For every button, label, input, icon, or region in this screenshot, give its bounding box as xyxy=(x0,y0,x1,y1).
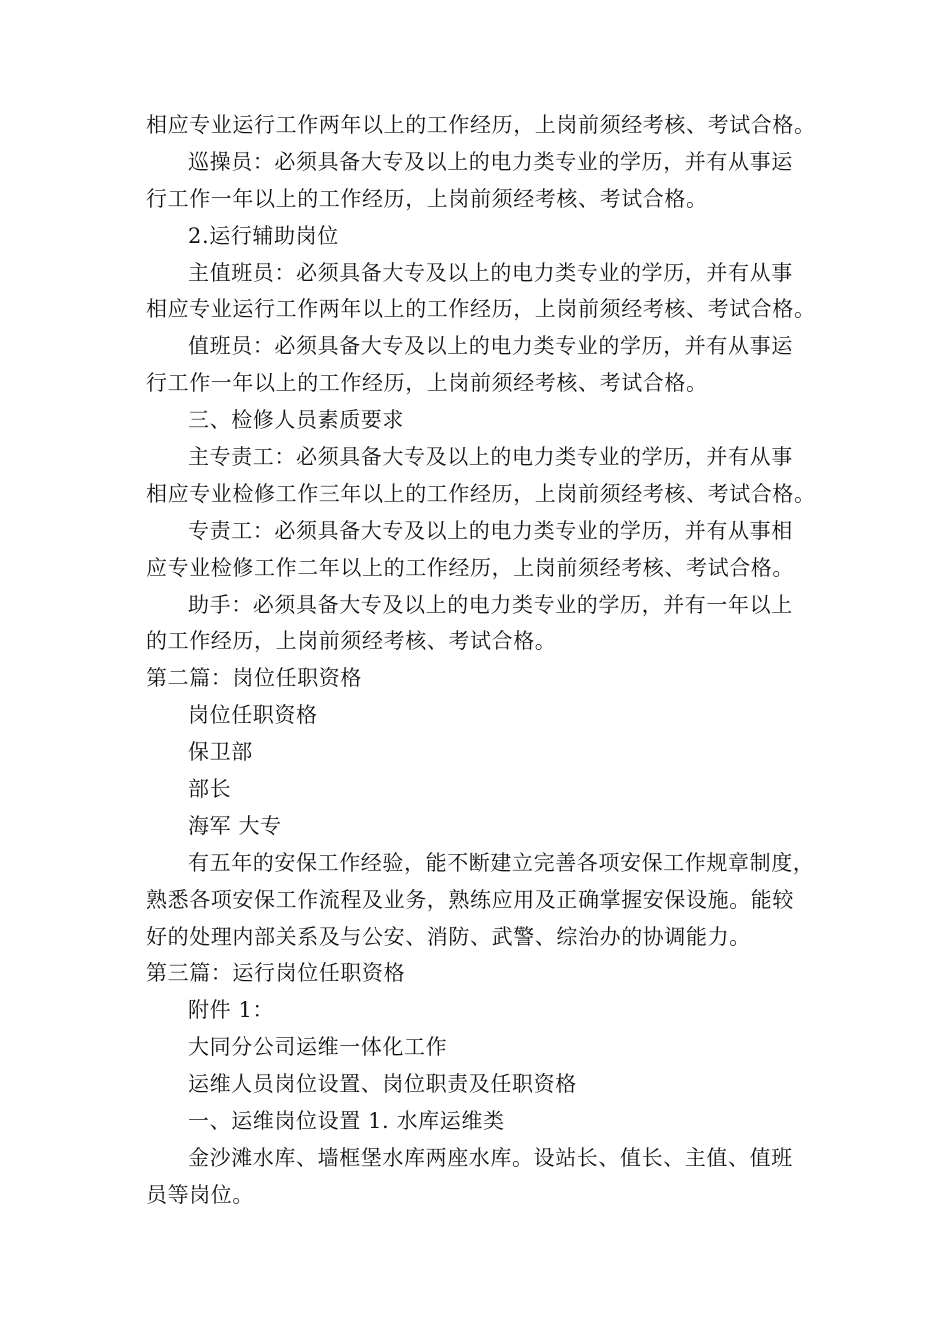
text-line: 熟悉各项安保工作流程及业务，熟练应用及正确掌握安保设施。能较 xyxy=(146,887,794,912)
text-line: 助手：必须具备大专及以上的电力类专业的学历，并有一年以上 xyxy=(188,592,793,617)
text-line: 行工作一年以上的工作经历，上岗前须经考核、考试合格。 xyxy=(146,371,708,396)
section-heading: 2.运行辅助岗位 xyxy=(188,223,339,248)
text-line: 应专业检修工作二年以上的工作经历，上岗前须经考核、考试合格。 xyxy=(146,555,794,580)
text-line: 行工作一年以上的工作经历，上岗前须经考核、考试合格。 xyxy=(146,186,708,211)
text-line: 相应专业检修工作三年以上的工作经历，上岗前须经考核、考试合格。 xyxy=(146,481,816,506)
text-line: 有五年的安保工作经验，能不断建立完善各项安保工作规章制度， xyxy=(188,850,815,875)
text-line: 部长 xyxy=(188,777,232,802)
text-line: 专责工：必须具备大专及以上的电力类专业的学历，并有从事相 xyxy=(188,518,793,543)
text-line: 大同分公司运维一体化工作 xyxy=(188,1035,448,1060)
document-body xyxy=(146,107,826,1214)
text-line: 员等岗位。 xyxy=(146,1182,254,1207)
section-heading: 三、检修人员素质要求 xyxy=(188,408,404,433)
text-line: 运维人员岗位设置、岗位职责及任职资格 xyxy=(188,1072,577,1097)
text-line: 好的处理内部关系及与公安、消防、武警、综治办的协调能力。 xyxy=(146,924,751,949)
section-heading: 一、运维岗位设置 1. 水库运维类 xyxy=(188,1109,505,1134)
text-line: 的工作经历，上岗前须经考核、考试合格。 xyxy=(146,629,557,654)
text-line: 巡操员：必须具备大专及以上的电力类专业的学历，并有从事运 xyxy=(188,149,793,174)
chapter-heading: 第二篇：岗位任职资格 xyxy=(146,666,362,691)
text-line: 岗位任职资格 xyxy=(188,703,318,728)
chapter-heading: 第三篇：运行岗位任职资格 xyxy=(146,961,406,986)
text-line: 相应专业运行工作两年以上的工作经历，上岗前须经考核、考试合格。 xyxy=(146,297,816,322)
text-line: 主值班员：必须具备大专及以上的电力类专业的学历，并有从事 xyxy=(188,260,793,285)
text-line: 海军 大专 xyxy=(188,813,282,838)
text-line: 主专责工：必须具备大专及以上的电力类专业的学历，并有从事 xyxy=(188,445,793,470)
text-line: 值班员：必须具备大专及以上的电力类专业的学历，并有从事运 xyxy=(188,334,793,359)
text-line: 附件 1： xyxy=(188,998,275,1023)
text-line: 金沙滩水库、墙框堡水库两座水库。设站长、值长、主值、值班 xyxy=(188,1145,793,1170)
text-line: 保卫部 xyxy=(188,740,253,765)
text-line: 相应专业运行工作两年以上的工作经历，上岗前须经考核、考试合格。 xyxy=(146,113,816,137)
